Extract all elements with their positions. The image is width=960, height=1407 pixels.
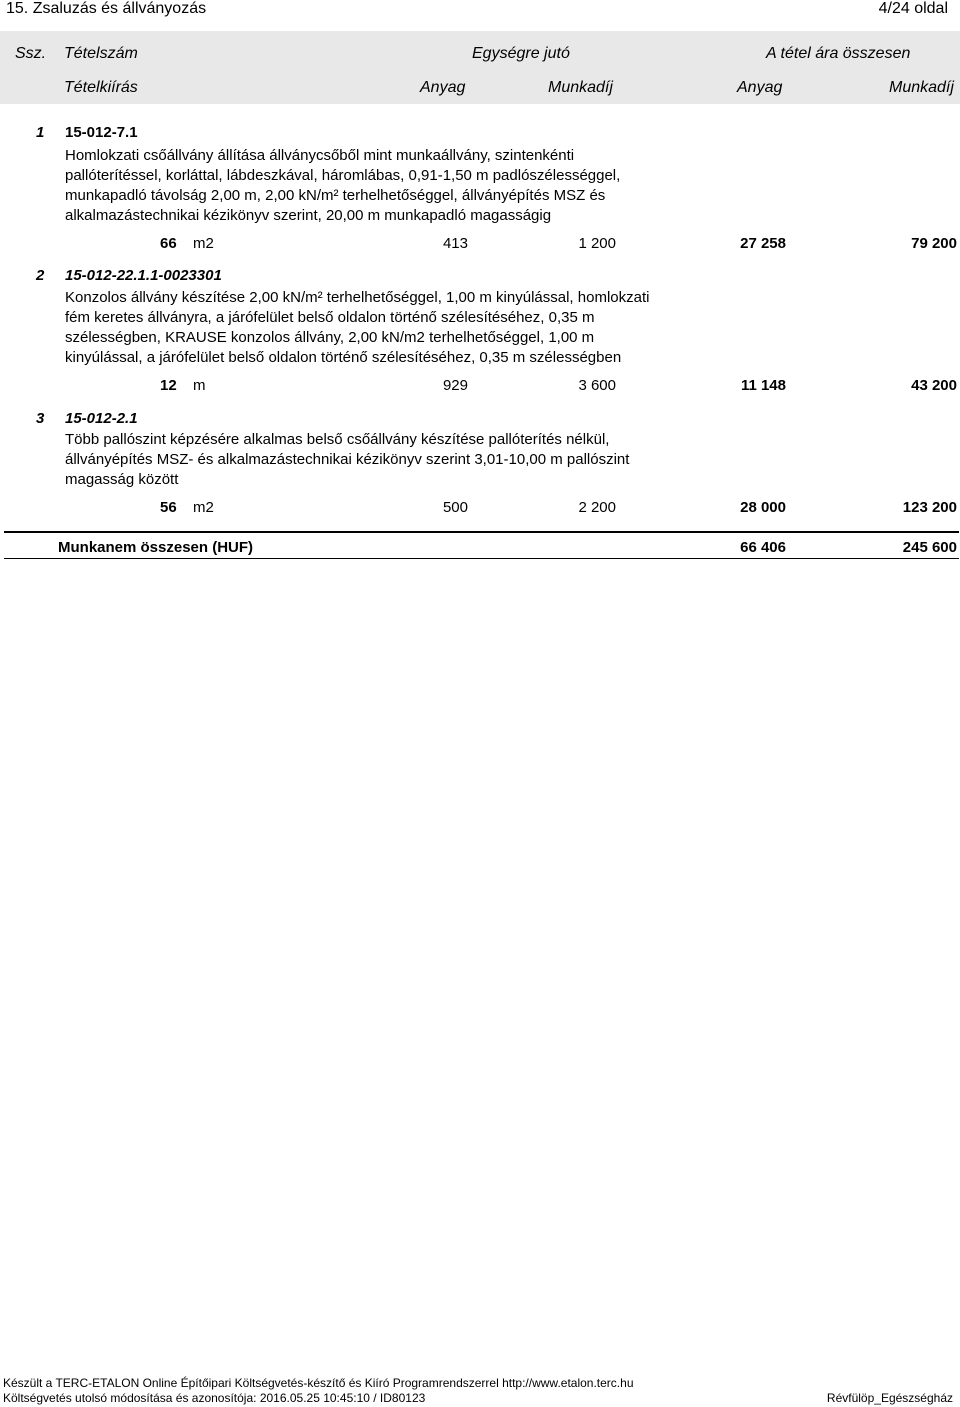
item-quantity: 66 (160, 235, 177, 252)
footer-generator: Készült a TERC-ETALON Online Építőipari Költségvetés-készítő és Kiíró Programrendszerrel http://www.etalon.terc.hu (3, 1376, 634, 1390)
description-line: Homlokzati csőállvány állítása állványcsőből mint munkaállvány, szintenkénti (65, 147, 575, 164)
unit-munkadij: 1 200 (578, 235, 616, 252)
item-quantity: 56 (160, 499, 177, 516)
summary-label: Munkanem összesen (HUF) (58, 539, 254, 556)
item-unit: m2 (193, 235, 214, 252)
col-tetelszam: Tételszám (64, 45, 138, 62)
item-number: 1 (36, 124, 45, 141)
total-munkadij: 123 200 (902, 499, 957, 516)
description-line: Konzolos állvány készítése 2,00 kN/m² terhelhetőséggel, 1,00 m kinyúlással, homlokzati (65, 289, 650, 306)
item-code: 15-012-7.1 (65, 124, 138, 141)
item-description (65, 430, 665, 490)
col-munkadij-unit: Munkadíj (548, 79, 613, 96)
page-number: 4/24 oldal (878, 0, 948, 17)
description-line: kinyúlással, a járófelület belső oldalon történő szélesítéséhez, 0,35 m szélességben (65, 349, 622, 366)
description-line: munkapadló távolság 2,00 m, 2,00 kN/m² terhelhetőséggel, állványépítés MSZ és (65, 187, 606, 204)
summary-top-rule (4, 531, 959, 533)
table-header (0, 31, 960, 104)
col-munkadij-total: Munkadíj (889, 79, 954, 96)
description-line: pallóterítéssel, korláttal, lábdeszkával, háromlábas, 0,91-1,50 m padlószélességgel, (65, 167, 621, 184)
summary-bottom-rule (4, 558, 959, 559)
total-anyag: 11 148 (740, 377, 786, 394)
total-munkadij: 43 200 (911, 377, 957, 394)
unit-munkadij: 3 600 (578, 377, 616, 394)
description-line: magasság között (65, 471, 179, 488)
summary-anyag: 66 406 (740, 539, 786, 556)
col-anyag-total: Anyag (737, 79, 783, 96)
item-number: 2 (36, 267, 45, 284)
item-number: 3 (36, 410, 45, 427)
item-unit: m2 (193, 499, 214, 516)
total-anyag: 28 000 (740, 499, 786, 516)
item-description (65, 146, 665, 226)
col-ssz: Ssz. (15, 45, 47, 62)
footer-project: Révfülöp_Egészségház (826, 1391, 953, 1405)
description-line: szélességben, KRAUSE konzolos állvány, 2,00 kN/m2 terhelhetőséggel, 1,00 m (65, 329, 595, 346)
chapter-title: 15. Zsaluzás és állványozás (6, 0, 207, 17)
col-egysegre-juto: Egységre jutó (472, 45, 570, 62)
col-tetel-ara: A tétel ára összesen (766, 45, 911, 62)
total-munkadij: 79 200 (911, 235, 957, 252)
unit-munkadij: 2 200 (578, 499, 616, 516)
unit-anyag: 929 (442, 377, 468, 394)
description-line: állványépítés MSZ- és alkalmazástechnikai kézikönyv szerint 3,01-10,00 m pallószint (65, 451, 630, 468)
description-line: Több pallószint képzésére alkalmas belső csőállvány készítése pallóterítés nélkül, (65, 431, 610, 448)
item-code: 15-012-2.1 (65, 410, 138, 427)
item-description (65, 288, 665, 368)
col-tetelkiiras: Tételkiírás (64, 79, 138, 96)
unit-anyag: 500 (442, 499, 468, 516)
item-unit: m (193, 377, 206, 394)
summary-munkadij: 245 600 (902, 539, 957, 556)
unit-anyag: 413 (442, 235, 468, 252)
total-anyag: 27 258 (740, 235, 786, 252)
col-anyag-unit: Anyag (420, 79, 466, 96)
item-code: 15-012-22.1.1-0023301 (65, 267, 222, 284)
footer-modified: Költségvetés utolsó módosítása és azonosítója: 2016.05.25 10:45:10 / ID80123 (3, 1391, 426, 1405)
description-line: fém keretes állványra, a járófelület belső oldalon történő szélesítéséhez, 0,35 m (65, 309, 595, 326)
item-quantity: 12 (160, 377, 177, 394)
description-line: alkalmazástechnikai kézikönyv szerint, 20,00 m munkapadló magasságig (65, 207, 552, 224)
